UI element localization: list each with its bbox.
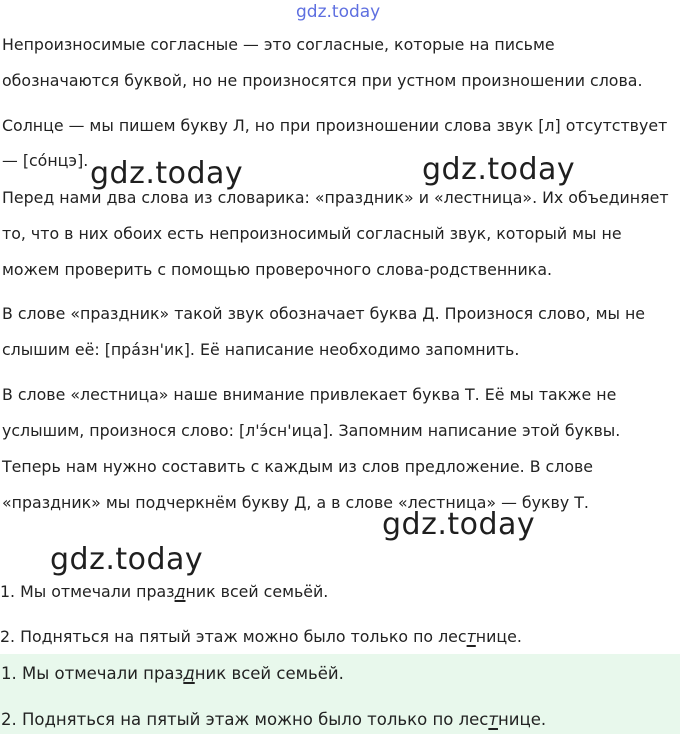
underlined-letter: т: [466, 627, 476, 646]
paragraph-line: то, что в них обоих есть непроизносимый согласный звук, который мы не: [2, 224, 622, 243]
paragraph-line: обозначаются буквой, но не произносятся при устном произношении слова.: [2, 71, 643, 90]
example-sentence-1: [0, 582, 328, 601]
underlined-letter: д: [174, 582, 186, 601]
paragraph-line: В слове «лестница» наше внимание привлекает буква Т. Её мы также не: [2, 385, 617, 404]
example-sentence-2: [0, 627, 522, 646]
watermark: gdz.today: [90, 156, 244, 191]
paragraph-line: слышим её: [пра́зн'ик]. Её написание необходимо запомнить.: [2, 340, 520, 359]
paragraph-line: услышим, произнося слово: [л'э́сн'ица]. Запомним написание этой буквы.: [2, 421, 621, 440]
paragraph-line: В слове «праздник» такой звук обозначает буква Д. Произнося слово, мы не: [2, 304, 646, 323]
example-text: 2. Подняться на пятый этаж можно было только по лес: [0, 627, 467, 646]
paragraph-line: Солнце — мы пишем букву Л, но при произношении слова звук [л] отсутствует: [2, 116, 668, 135]
answer-text: 2. Подняться на пятый этаж можно было только по лес: [1, 710, 489, 729]
answer-text: 1. Мы отмечали праз: [1, 664, 184, 683]
paragraph-line: можем проверить с помощью проверочного слова-родственника.: [2, 260, 553, 279]
paragraph-line: Непроизносимые согласные — это согласные, которые на письме: [2, 35, 555, 54]
underlined-letter: т: [488, 710, 498, 729]
watermark: gdz.today: [50, 542, 204, 577]
watermark: gdz.today: [422, 152, 576, 187]
paragraph-line: «праздник» мы подчеркнём букву Д, а в слове «лестница» — букву Т.: [2, 493, 589, 512]
watermark-top: gdz.today: [296, 2, 381, 22]
answer-text: нице.: [497, 710, 547, 729]
answer-sentence-2: [1, 710, 546, 729]
answer-sentence-1: [1, 664, 344, 683]
paragraph-line: Теперь нам нужно составить с каждым из слов предложение. В слове: [2, 457, 594, 476]
example-text: нице.: [475, 627, 522, 646]
example-text: 1. Мы отмечали праз: [0, 582, 175, 601]
answer-box: [0, 654, 680, 734]
underlined-letter: д: [183, 664, 195, 683]
answer-text: ник всей семьёй.: [194, 664, 344, 683]
paragraph-line: Перед нами два слова из словарика: «праздник» и «лестница». Их объединяет: [2, 188, 669, 207]
watermark: gdz.today: [382, 507, 536, 542]
example-text: ник всей семьёй.: [185, 582, 329, 601]
paragraph-line: — [со́нцэ].: [2, 151, 89, 170]
